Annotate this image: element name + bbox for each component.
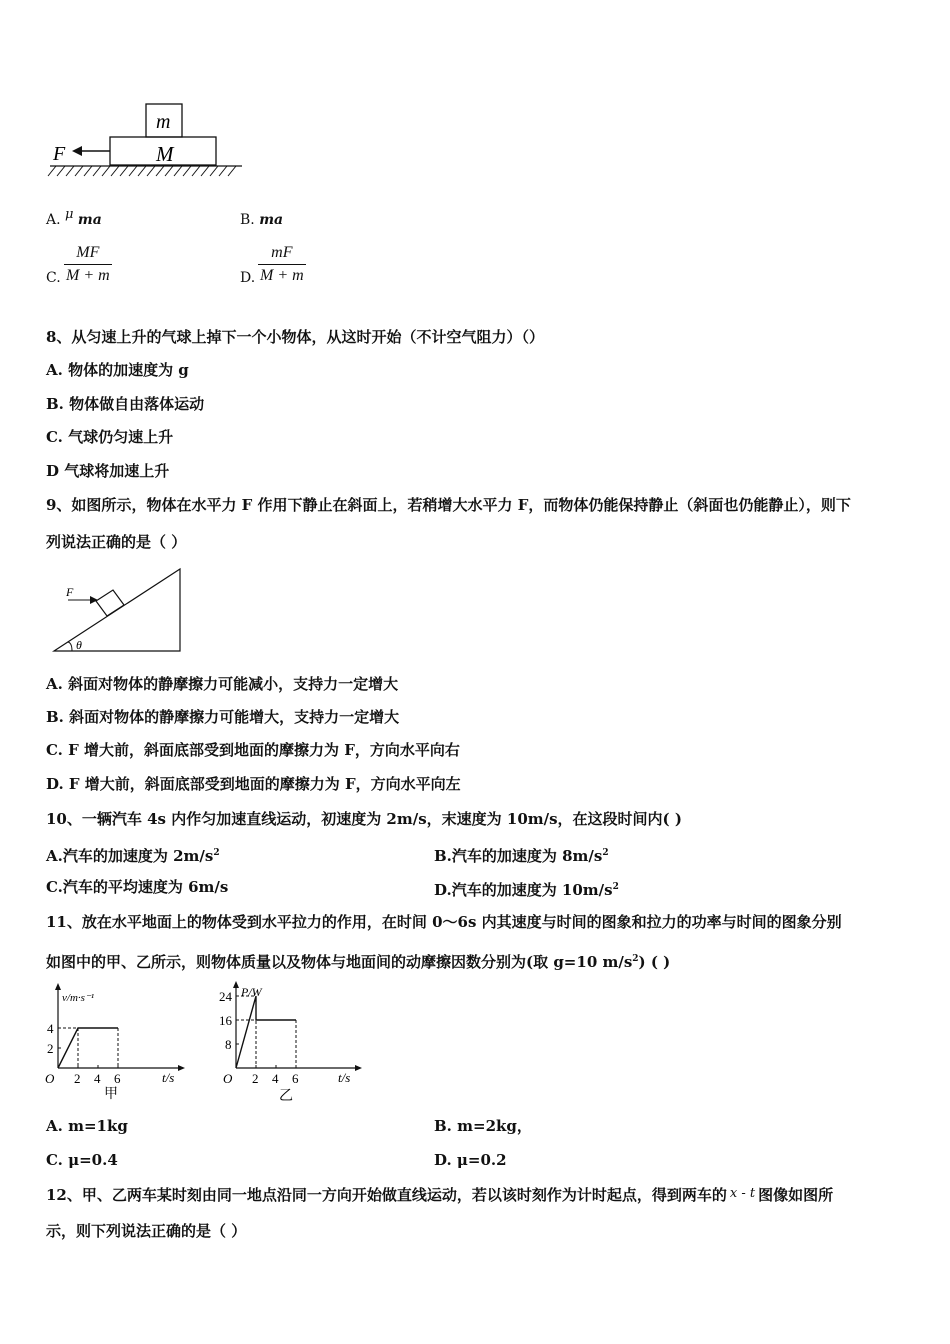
chart-title: 甲	[104, 1087, 118, 1102]
hatch-mark	[93, 166, 101, 176]
incline-label-theta: θ	[76, 638, 82, 652]
x-axis-label: t/s	[162, 1070, 175, 1085]
hatch-mark	[57, 166, 65, 176]
x-tick-label: 4	[94, 1071, 101, 1086]
q10-stem: 10、一辆汽车 4s 内作匀加速直线运动，初速度为 2m/s，末速度为 10m/s，在这段时间内( )	[46, 810, 682, 828]
hatch-mark	[201, 166, 209, 176]
hatch-mark	[111, 166, 119, 176]
y-axis-label: v/m·s⁻¹	[62, 992, 95, 1004]
x-tick-label: 2	[74, 1071, 81, 1086]
y-tick-label: 24	[219, 989, 232, 1004]
blocks-figure	[44, 100, 254, 185]
q10-option-a: A.汽车的加速度为 $2m/s^2$	[46, 847, 220, 865]
velocity-time-chart	[40, 980, 200, 1105]
y-axis-arrow	[55, 983, 61, 990]
hatch-mark	[120, 166, 128, 176]
x-axis-arrow	[355, 1065, 362, 1071]
q9-option-d: D. F 增大前，斜面底部受到地面的摩擦力为 F，方向水平向左	[46, 775, 461, 793]
y-tick-label: 2	[47, 1041, 54, 1056]
q8-option-b: B. 物体做自由落体运动	[46, 395, 205, 413]
q7-option-a: A. μ ma	[46, 207, 102, 228]
power-time-chart	[215, 978, 375, 1105]
q9-option-b: B. 斜面对物体的静摩擦力可能增大，支持力一定增大	[46, 708, 400, 726]
hatch-mark	[174, 166, 182, 176]
x-axis-arrow	[178, 1065, 185, 1071]
incline-block	[96, 590, 124, 616]
q10-option-b: B.汽车的加速度为 $8m/s^2$	[434, 847, 609, 865]
q12-stem-line1: 12、甲、乙两车某时刻由同一地点沿同一方向开始做直线运动，若以该时刻作为计时起点，得到两车的 x - t 图像如图所	[46, 1186, 834, 1204]
q8-stem: 8、从匀速上升的气球上掉下一个小物体，从这时开始（不计空气阻力）（）	[46, 328, 544, 346]
chart-title: 乙	[279, 1089, 293, 1104]
q9-option-a: A. 斜面对物体的静摩擦力可能减小，支持力一定增大	[46, 675, 399, 693]
incline-figure	[50, 565, 190, 655]
q11-stem-line2: 如图中的甲、乙所示，则物体质量以及物体与地面间的动摩擦因数分别为(取 g=10 $m/s^2$) ( )	[46, 953, 671, 971]
incline-label-F: F	[66, 585, 74, 599]
hatch-mark	[219, 166, 227, 176]
q10-option-c: C.汽车的平均速度为 6m/s	[46, 878, 229, 896]
q7-option-c-letter: C.	[46, 270, 61, 286]
hatch-mark	[75, 166, 83, 176]
force-arrowhead	[72, 146, 82, 156]
q12-stem-line2: 示，则下列说法正确的是（ ）	[46, 1222, 247, 1240]
hatch-mark	[129, 166, 137, 176]
series-line	[58, 1028, 118, 1068]
ground-hatching	[48, 166, 236, 176]
hatch-mark	[192, 166, 200, 176]
hatch-mark	[210, 166, 218, 176]
label-m: m	[156, 111, 171, 133]
angle-arc	[68, 642, 72, 651]
q11-option-a: A. m=1kg	[46, 1117, 128, 1135]
hatch-mark	[147, 166, 155, 176]
hatch-mark	[165, 166, 173, 176]
q11-option-d: D. μ=0.2	[434, 1151, 507, 1169]
y-tick-label: 8	[225, 1037, 232, 1052]
x-axis-label: t/s	[338, 1070, 351, 1085]
hatch-mark	[228, 166, 236, 176]
x-tick-label: 6	[114, 1071, 121, 1086]
q8-option-c: C. 气球仍匀速上升	[46, 428, 174, 446]
q11-option-b: B. m=2kg，	[434, 1117, 532, 1135]
label-F: F	[53, 143, 66, 165]
x-tick-label: 4	[272, 1071, 279, 1086]
origin-label: O	[223, 1071, 233, 1086]
hatch-mark	[66, 166, 74, 176]
q7-option-c-fraction: MF M + m	[66, 244, 110, 284]
hatch-mark	[102, 166, 110, 176]
x-tick-label: 6	[292, 1071, 299, 1086]
label-M: M	[156, 142, 174, 166]
y-tick-label: 16	[219, 1013, 232, 1028]
q8-option-d: D 气球将加速上升	[46, 462, 170, 480]
q11-option-c: C. μ=0.4	[46, 1151, 118, 1169]
series-line	[236, 996, 296, 1068]
q9-stem-line1: 9、如图所示，物体在水平力 F 作用下静止在斜面上，若稍增大水平力 F，而物体仍能保持静止（斜面也仍能静止），则下	[46, 496, 851, 514]
y-axis-arrow	[233, 981, 239, 988]
origin-label: O	[45, 1071, 55, 1086]
q7-option-d-letter: D.	[240, 270, 256, 286]
hatch-mark	[84, 166, 92, 176]
q10-option-d: D.汽车的加速度为 $10m/s^2$	[434, 881, 619, 899]
y-axis-label: P/W	[241, 985, 262, 999]
q7-option-d-fraction: mF M + m	[260, 244, 304, 284]
q9-option-c: C. F 增大前，斜面底部受到地面的摩擦力为 F，方向水平向右	[46, 741, 460, 759]
y-tick-label: 4	[47, 1021, 54, 1036]
q7-option-b: B. ma	[240, 212, 284, 228]
q8-option-a: A. 物体的加速度为 g	[46, 361, 189, 379]
x-tick-label: 2	[252, 1071, 259, 1086]
hatch-mark	[156, 166, 164, 176]
hatch-mark	[138, 166, 146, 176]
hatch-mark	[48, 166, 56, 176]
q11-stem-line1: 11、放在水平地面上的物体受到水平拉力的作用，在时间 0～6s 内其速度与时间的图象和拉力的功率与时间的图象分别	[46, 913, 842, 931]
q9-stem-line2: 列说法正确的是（ ）	[46, 533, 187, 551]
hatch-mark	[183, 166, 191, 176]
